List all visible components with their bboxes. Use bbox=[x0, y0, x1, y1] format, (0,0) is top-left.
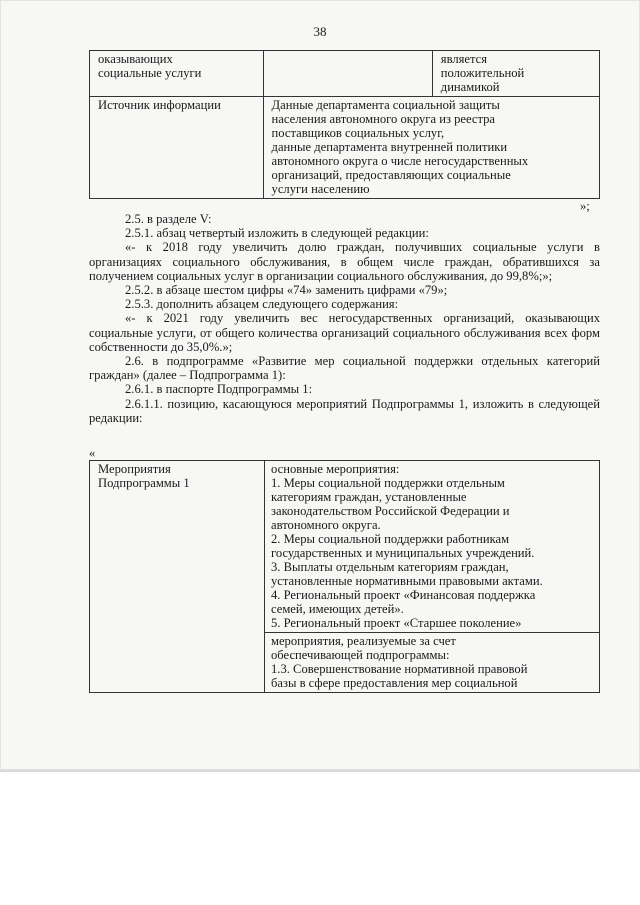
cell-line: социальные услуги bbox=[98, 66, 202, 80]
cell-line: Мероприятия bbox=[98, 462, 171, 476]
table-cell bbox=[90, 51, 264, 97]
cell-line: автономного округа. bbox=[271, 518, 381, 532]
page-edge bbox=[0, 770, 640, 772]
cell-line: мероприятия, реализуемые за счет bbox=[271, 634, 456, 648]
cell-line: установленные нормативными правовыми актами. bbox=[271, 574, 543, 588]
cell-line: поставщиков социальных услуг, bbox=[271, 126, 445, 140]
table-row bbox=[90, 461, 600, 633]
cell-line: 3. Выплаты отдельным категориям граждан, bbox=[271, 560, 509, 574]
cell-line: 4. Региональный проект «Финансовая поддержка bbox=[271, 588, 536, 602]
page-number: 38 bbox=[313, 24, 327, 39]
opening-quote: « bbox=[89, 446, 96, 460]
paragraph: «- к 2021 году увеличить вес негосударственных организаций, оказывающих социальные услуги, от общего количества организаций социального обслуживания всех форм собственности до 35,0%.»; bbox=[89, 311, 600, 354]
cell-line: 1. Меры социальной поддержки отдельным bbox=[271, 476, 505, 490]
table-cell-source bbox=[263, 97, 599, 199]
table-cell-empty bbox=[263, 51, 432, 97]
cell-line: государственных и муниципальных учреждений. bbox=[271, 546, 535, 560]
table-cell bbox=[432, 51, 599, 97]
paragraph: 2.6.1.1. позицию, касающуюся мероприятий Подпрограммы 1, изложить в следующей редакции: bbox=[89, 396, 600, 425]
cell-line: автономного округа о числе негосударственных bbox=[271, 154, 529, 168]
source-label: Источник информации bbox=[98, 98, 221, 112]
cell-line: 2. Меры социальной поддержки работникам bbox=[271, 532, 510, 546]
cell-line: категориям граждан, установленные bbox=[271, 490, 467, 504]
table-cell-support-measures bbox=[265, 633, 600, 693]
cell-line: положительной bbox=[440, 66, 525, 80]
cell-line: оказывающих bbox=[98, 52, 173, 66]
measures-table bbox=[89, 460, 600, 693]
paragraph: 2.5.1. абзац четвертый изложить в следующей редакции: bbox=[125, 226, 429, 241]
cell-line: Подпрограммы 1 bbox=[98, 476, 190, 490]
paragraph: 2.6.1. в паспорте Подпрограммы 1: bbox=[125, 382, 313, 397]
paragraph: 2.5.2. в абзаце шестом цифры «74» заменить цифрами «79»; bbox=[125, 283, 448, 298]
cell-line: обеспечивающей подпрограммы: bbox=[271, 648, 450, 662]
cell-line: 1.3. Совершенствование нормативной правовой bbox=[271, 662, 528, 676]
cell-line: динамикой bbox=[440, 80, 500, 94]
cell-line: законодательством Российской Федерации и bbox=[271, 504, 510, 518]
cell-line: 5. Региональный проект «Старшее поколение» bbox=[271, 616, 522, 630]
paragraph: «- к 2018 году увеличить долю граждан, получивших социальные услуги в организациях социального обслуживания, в общем числе граждан, обратившихся за получением социальных услуг в организации социального обслуживания, до 99,8%;»; bbox=[89, 240, 600, 283]
cell-line: организаций, предоставляющих социальные bbox=[271, 168, 511, 182]
cell-line: данные департамента внутренней политики bbox=[271, 140, 508, 154]
table-row bbox=[90, 51, 600, 97]
table-cell-label bbox=[90, 97, 264, 199]
document-body bbox=[89, 212, 600, 425]
paragraph: 2.5. в разделе V: bbox=[125, 212, 212, 226]
cell-line: базы в сфере предоставления мер социальной bbox=[271, 676, 518, 690]
cell-line: Данные департамента социальной защиты bbox=[271, 98, 500, 112]
table-cell-main-measures bbox=[265, 461, 600, 633]
cell-line: семей, имеющих детей». bbox=[271, 602, 404, 616]
paragraph: 2.6. в подпрограмме «Развитие мер социальной поддержки отдельных категорий граждан» (далее – Подпрограмма 1): bbox=[89, 354, 600, 383]
table-row bbox=[90, 97, 600, 199]
cell-line: услуги населению bbox=[271, 182, 370, 196]
cell-line: населения автономного округа из реестра bbox=[271, 112, 495, 126]
indicator-table bbox=[89, 50, 600, 199]
cell-line: является bbox=[440, 52, 488, 66]
paragraph: 2.5.3. дополнить абзацем следующего содержания: bbox=[125, 297, 399, 312]
cell-line: основные мероприятия: bbox=[271, 462, 400, 476]
table-cell-label bbox=[90, 461, 265, 693]
closing-quote: »; bbox=[580, 199, 590, 213]
